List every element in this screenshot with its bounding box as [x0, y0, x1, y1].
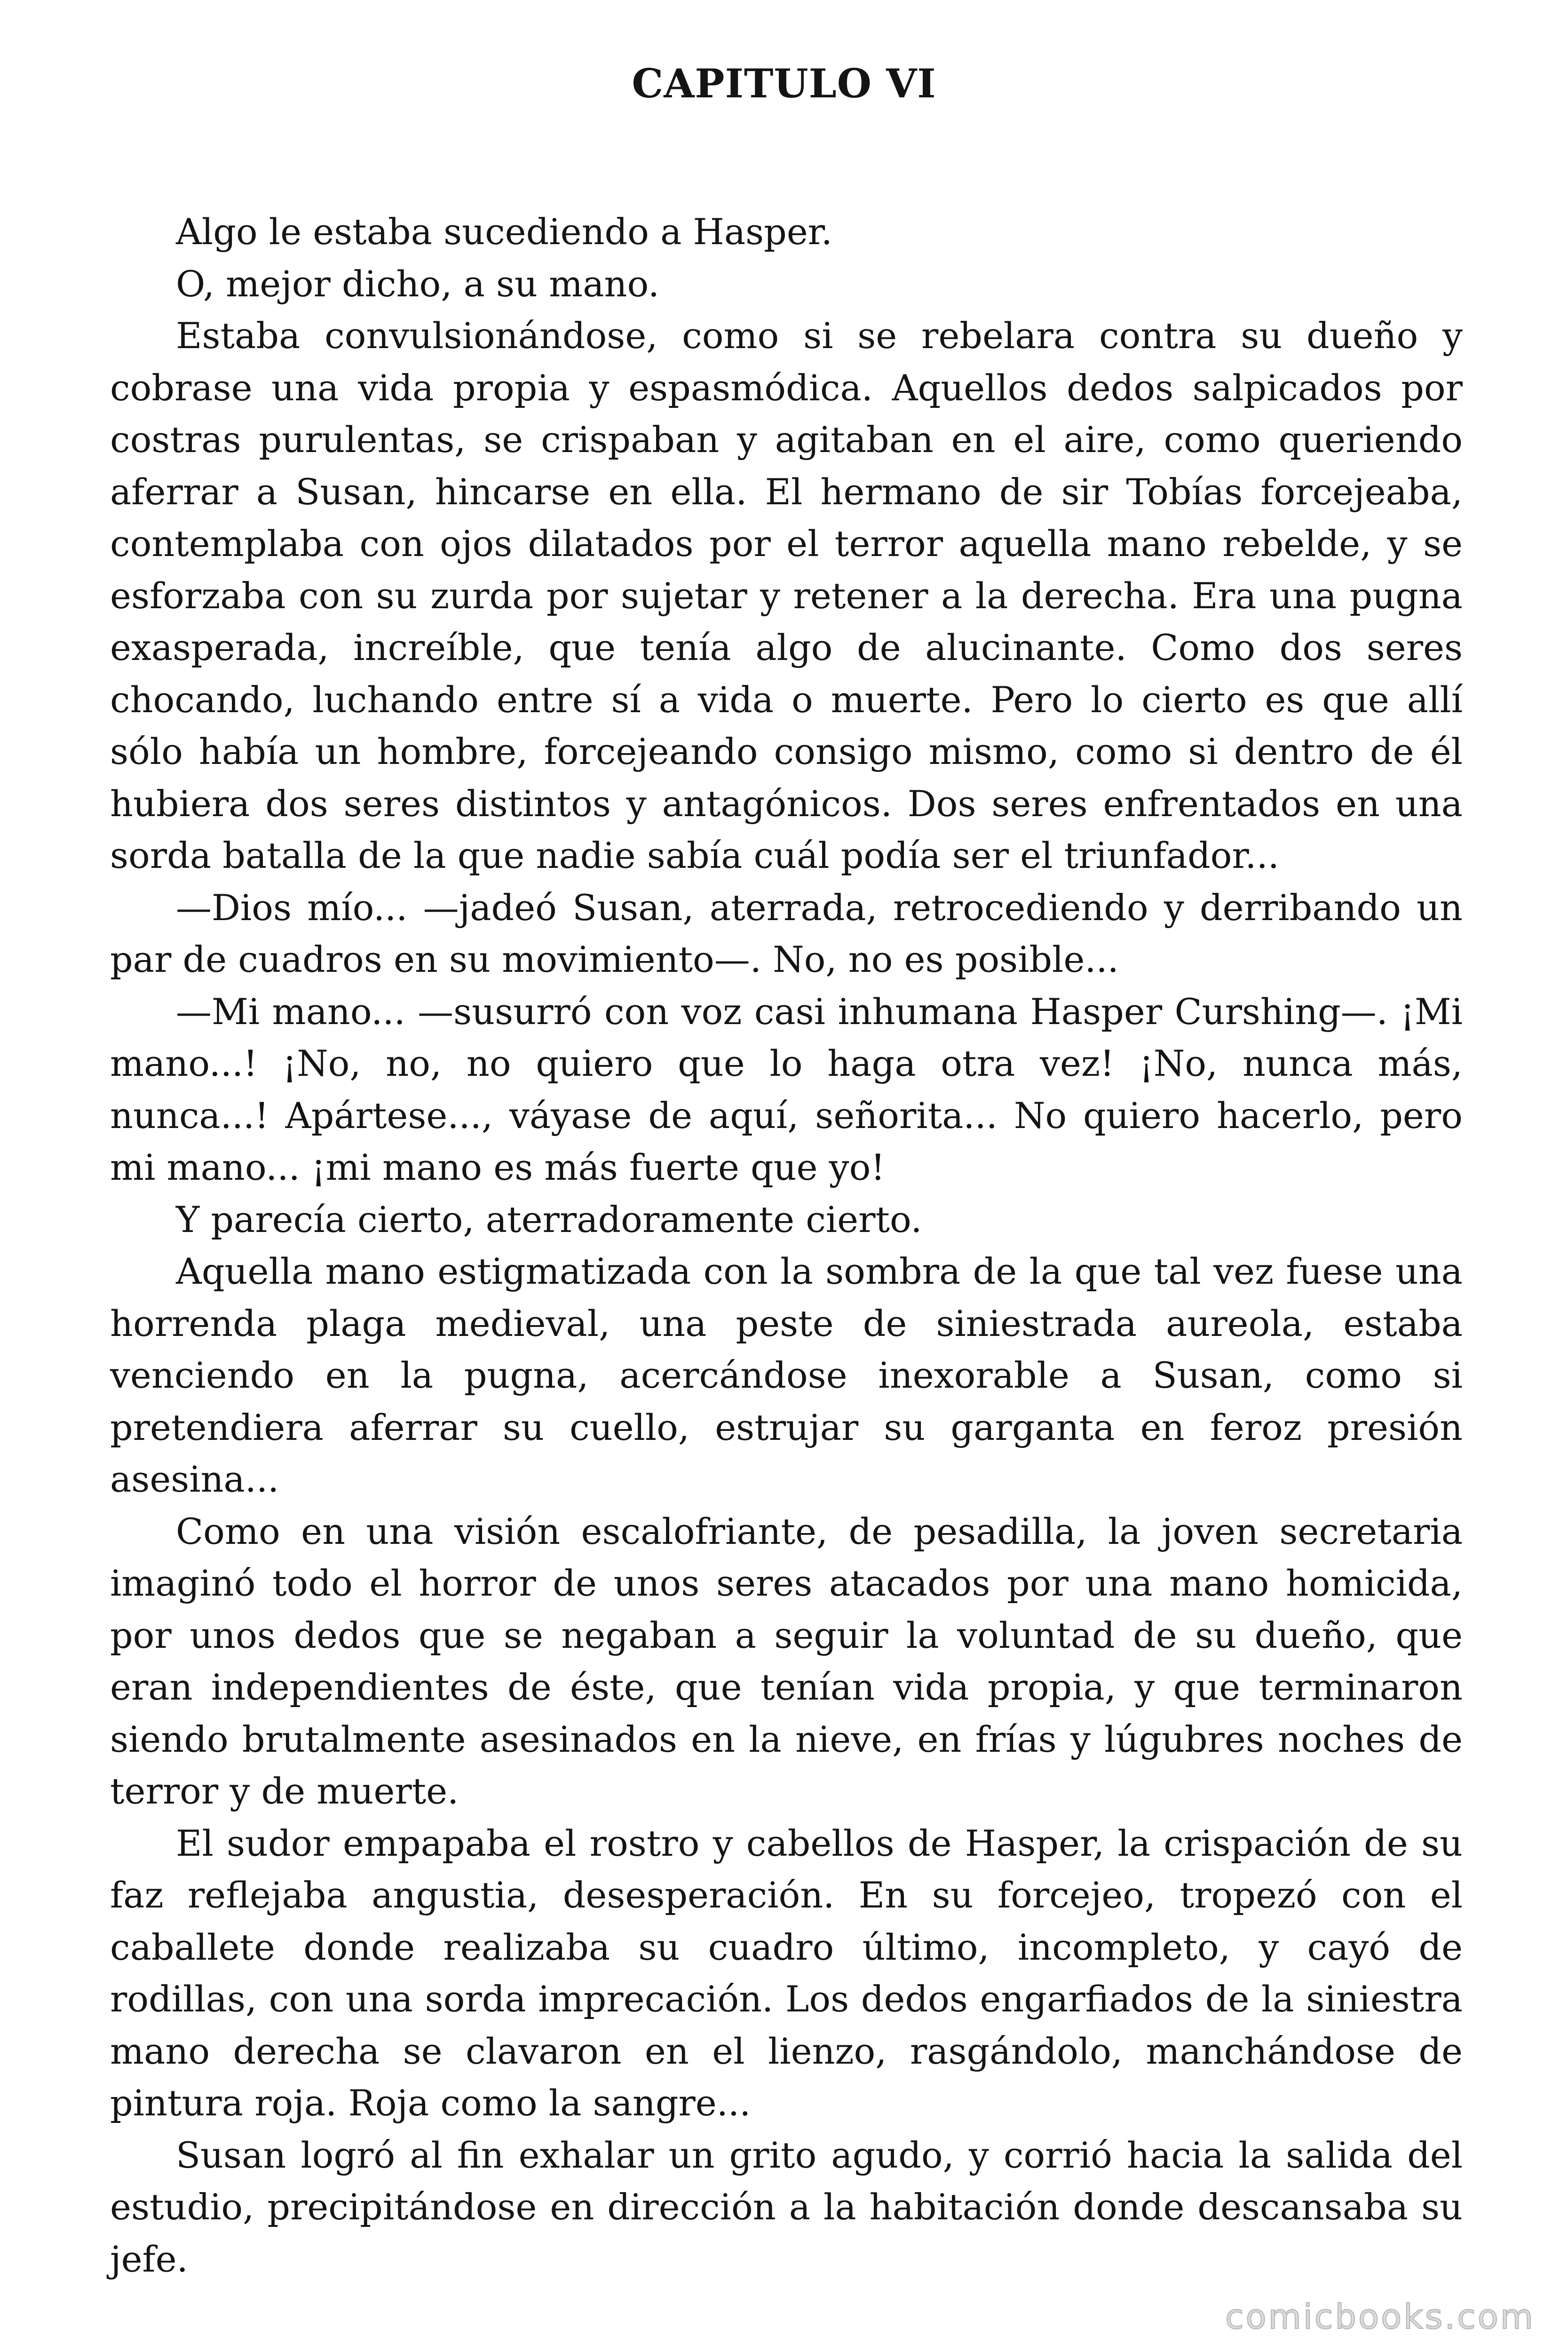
watermark: comicbooks.com — [1225, 2297, 1535, 2336]
chapter-title: CAPITULO VI — [632, 60, 936, 107]
paragraph: Y parecía cierto, aterradoramente cierto. — [176, 1198, 922, 1240]
paragraph: Susan logró al fin exhalar un grito agudo, y corrió hacia la salida del estudio, precipitándose en dirección a la habitación donde descansaba su jefe. — [110, 2134, 1463, 2280]
chapter-body — [110, 206, 1463, 2285]
paragraph: —Dios mío... —jadeó Susan, aterrada, retrocediendo y derribando un par de cuadros en su movimiento—. No, no es posible... — [110, 886, 1463, 980]
paragraph: Como en una visión escalofriante, de pesadilla, la joven secretaria imaginó todo el horror de unos seres atacados por una mano homicida, por unos dedos que se negaban a seguir la voluntad de su dueño, que eran independientes de éste, que tenían vida propia, y que terminaron siendo brutalmente asesinados en la nieve, en frías y lúgubres noches de terror y de muerte. — [110, 1510, 1463, 1812]
paragraph: O, mejor dicho, a su mano. — [176, 262, 660, 305]
paragraph: —Mi mano... —susurró con voz casi inhumana Hasper Curshing—. ¡Mi mano...! ¡No, no, no quiero que lo haga otra vez! ¡No, nunca más, nunca...! Apártese..., váyase de aquí, señorita... No quiero hacerlo, pero mi mano... ¡mi mano es más fuerte que yo! — [110, 990, 1463, 1188]
paragraph: El sudor empapaba el rostro y cabellos de Hasper, la crispación de su faz reflejaba angustia, desesperación. En su forcejeo, tropezó con el caballete donde realizaba su cuadro último, incompleto, y cayó de rodillas, con una sorda imprecación. Los dedos engarfiados de la siniestra mano derecha se clavaron en el lienzo, rasgándolo, manchándose de pintura roja. Roja como la sangre... — [110, 1822, 1463, 2124]
paragraph: Algo le estaba sucediendo a Hasper. — [176, 211, 832, 253]
paragraph: Aquella mano estigmatizada con la sombra de la que tal vez fuese una horrenda plaga medieval, una peste de siniestrada aureola, estaba venciendo en la pugna, acercándose inexorable a Susan, como si pretendiera aferrar su cuello, estrujar su garganta en feroz presión asesina... — [110, 1250, 1463, 1500]
paragraph: Estaba convulsionándose, como si se rebelara contra su dueño y cobrase una vida propia y espasmódica. Aquellos dedos salpicados por costras purulentas, se crispaban y agitaban en el aire, como queriendo aferrar a Susan, hincarse en ella. El hermano de sir Tobías forcejeaba, contemplaba con ojos dilatados por el terror aquella mano rebelde, y se esforzaba con su zurda por sujetar y retener a la derecha. Era una pugna exasperada, increíble, que tenía algo de alucinante. Como dos seres chocando, luchando entre sí a vida o muerte. Pero lo cierto es que allí sólo había un hombre, forcejeando consigo mismo, como si dentro de él hubiera dos seres distintos y antagónicos. Dos seres enfrentados en una sorda batalla de la que nadie sabía cuál podía ser el triunfador... — [110, 315, 1463, 876]
